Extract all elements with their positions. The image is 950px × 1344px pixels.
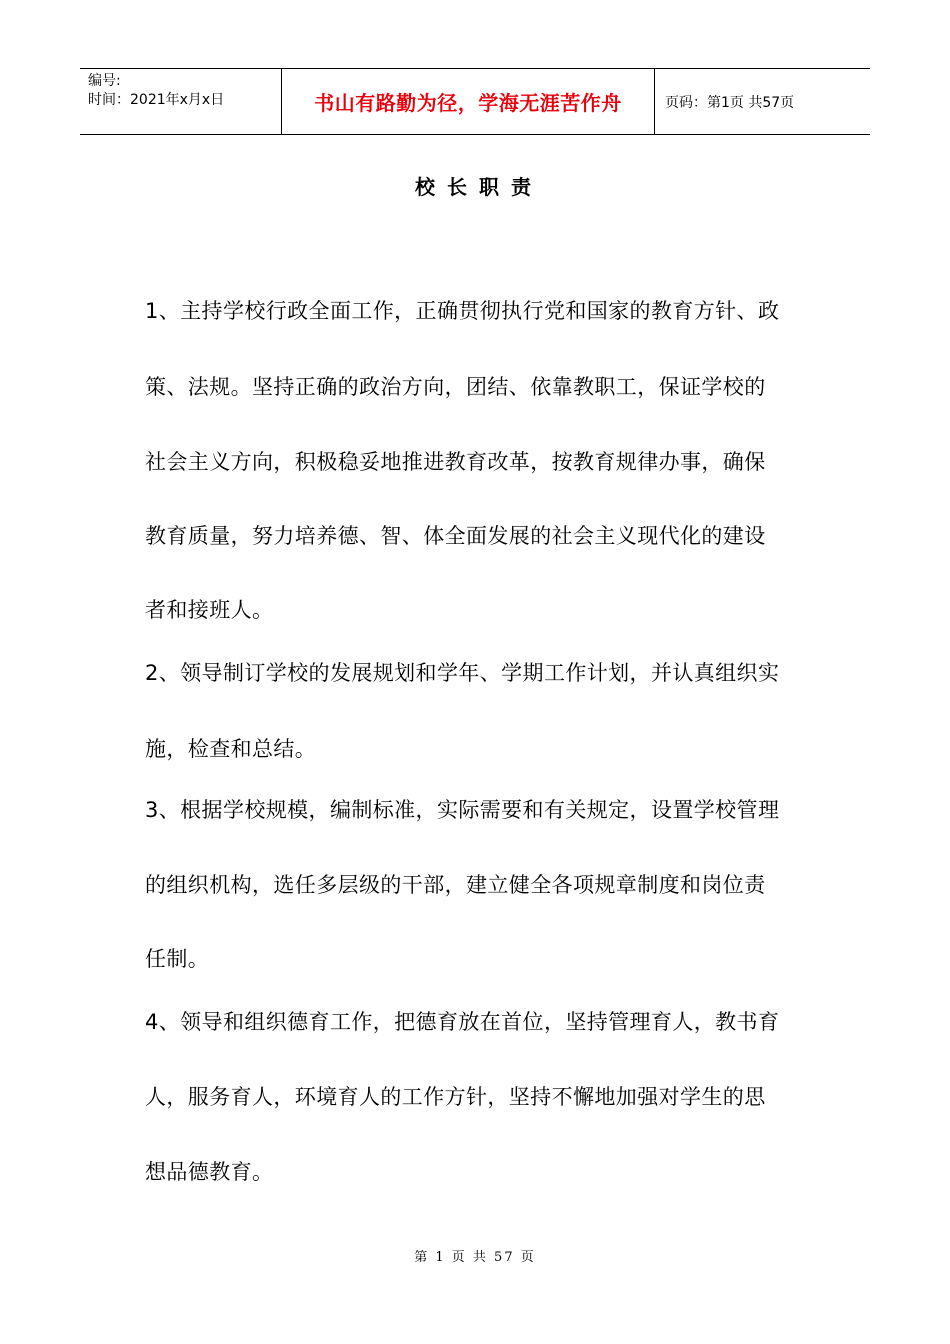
header-meta [80,69,281,134]
paragraph-line: 者和接班人。 [145,598,274,622]
paragraph-line: 想品德教育。 [145,1160,274,1184]
number-label: 编号: [88,73,121,89]
paragraph-line: 4、领导和组织德育工作，把德育放在首位，坚持管理育人，教书育 [145,1010,780,1034]
paragraph-line: 任制。 [145,947,210,971]
document-header [80,68,870,135]
paragraph-line: 人，服务育人，环境育人的工作方针，坚持不懈地加强对学生的思 [145,1085,766,1109]
paragraph-line: 1、主持学校行政全面工作，正确贯彻执行党和国家的教育方针、政 [145,299,780,323]
paragraph-line: 的组织机构，选任多层级的干部，建立健全各项规章制度和岗位责 [145,873,766,897]
document-title: 校长职责 [415,175,543,199]
header-motto: 书山有路勤为径，学海无涯苦作舟 [281,69,655,134]
paragraph-line: 2、领导制订学校的发展规划和学年、学期工作计划，并认真组织实 [145,661,780,685]
time-label: 时间：2021年x月x日 [88,92,225,108]
page-footer: 第 1 页 共 57 页 [414,1250,536,1265]
header-page-info: 页码：第1页 共57页 [665,94,795,111]
paragraph-line: 策、法规。坚持正确的政治方向，团结、依靠教职工，保证学校的 [145,375,766,399]
paragraph-line: 3、根据学校规模，编制标准，实际需要和有关规定，设置学校管理 [145,798,780,822]
paragraph-line: 施，检查和总结。 [145,737,317,761]
paragraph-line: 社会主义方向，积极稳妥地推进教育改革，按教育规律办事，确保 [145,450,766,474]
paragraph-line: 教育质量，努力培养德、智、体全面发展的社会主义现代化的建设 [145,524,766,548]
